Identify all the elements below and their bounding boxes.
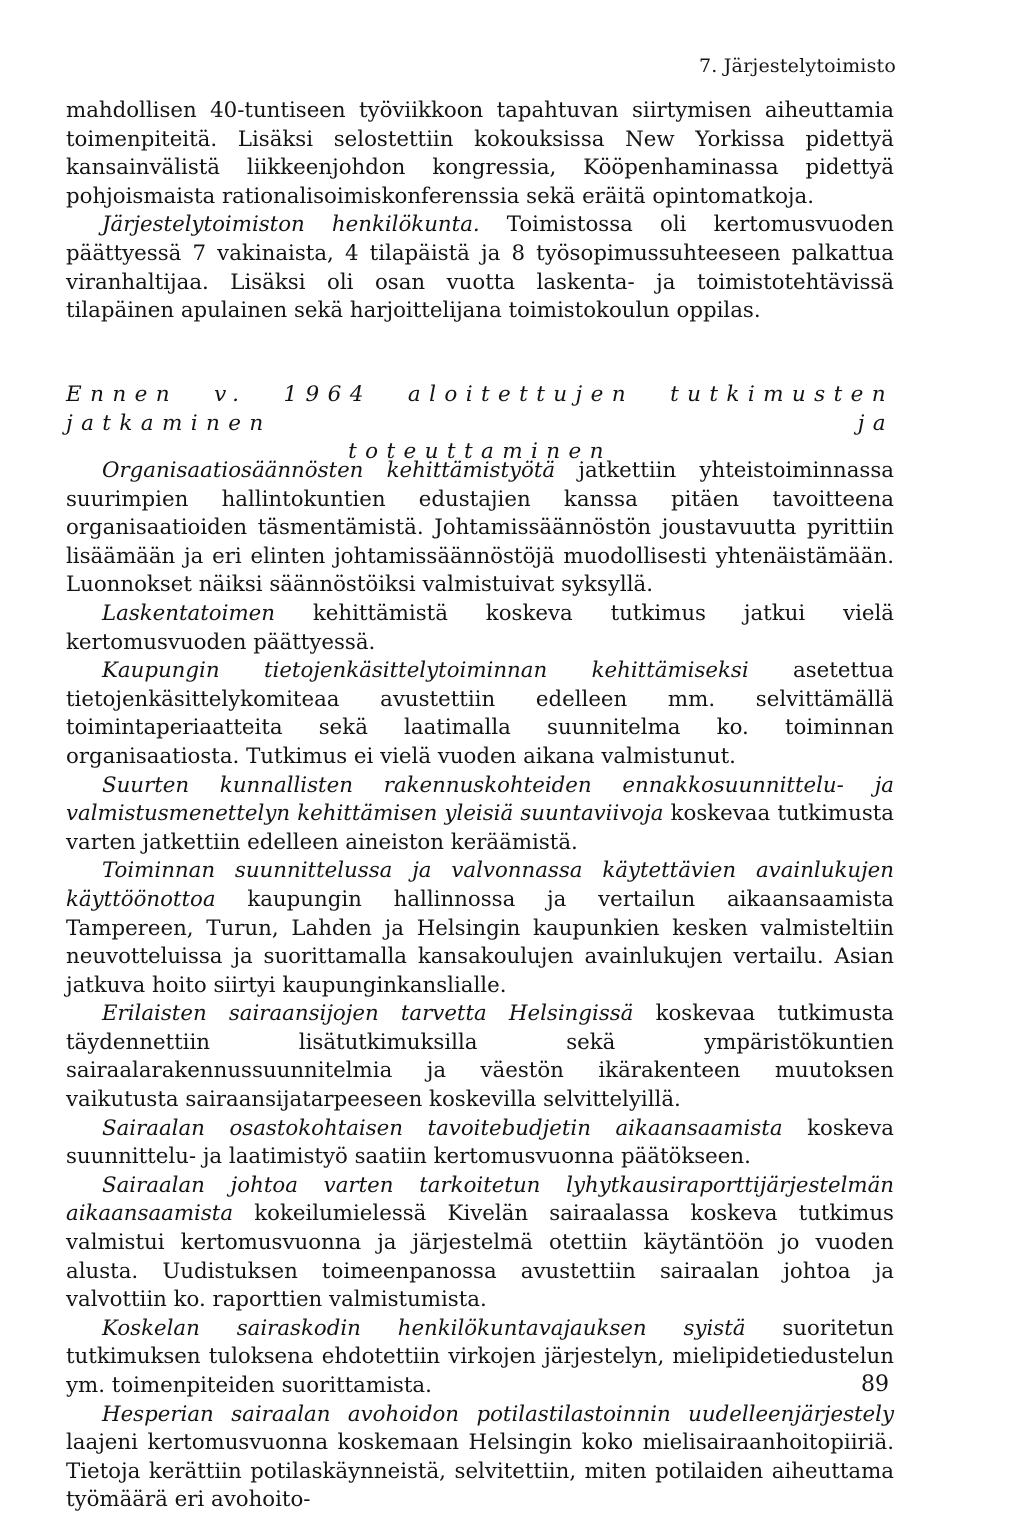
paragraph-patient-statistics — [66, 1401, 894, 1515]
section-heading-line-2: toteuttaminen — [348, 439, 612, 465]
paragraph-body: asetettua tietojenkäsittelykomiteaa avustettiin edelleen mm. selvittämällä toimintaperiaatteita sekä laatimalla suunnitelma ko. toiminnan organisaatiosta. Tutkimus ei vielä vuoden aikana valmistunut. — [66, 658, 894, 769]
paragraph-topic: Erilaisten sairaansijojen tarvetta Helsingissä — [102, 1001, 634, 1027]
paragraph-body: kokeilumielessä Kivelän sairaalassa koskeva tutkimus valmistui kertomusvuonna ja järjestelmä otettiin käytäntöön jo vuoden alusta. Uudistuksen toimeenpanossa avustettiin sairaalan johtoa ja valvottiin ko. raporttien valmistumista. — [66, 1201, 894, 1313]
paragraph-body: jatkettiin yhteistoiminnassa suurimpien hallintokuntien edustajien kanssa pitäen tavoitteena organisaatioiden täsmentämistä. Johtamissäännöstön joustavuutta pyrittiin lisäämään ja eri elinten johtamissäännöstöjä muodollisesti yhtenäistämään. Luonnokset näiksi säännöstöiksi valmistuivat syksyllä. — [66, 458, 894, 598]
paragraph-body: koskevaa tutkimusta täydennettiin lisätutkimuksilla sekä ympäristökuntien sairaalarakennussuunnitelmia ja väestön ikärakenteen muutoksen vaikutusta sairaansijatarpeeseen koskevilla selvittelyillä. — [66, 1001, 894, 1113]
staff-paragraph — [66, 211, 894, 325]
paragraph-staff-shortage — [66, 1315, 894, 1401]
staff-text: Toimistossa oli kertomusvuoden päättyessä 7 vakinaista, 4 tilapäistä ja 8 työsopimussuhteeseen palkattua viranhaltijaa. Lisäksi oli osan vuotta laskenta- ja toimistotehtävissä tilapäinen apulainen sekä harjoittelijana toimistokoulun oppilas. — [66, 212, 895, 324]
paragraph-topic: Toiminnan suunnittelussa ja valvonnassa käytettävien avainlukujen käyttöönottoa — [66, 858, 894, 912]
paragraph-topic: Koskelan sairaskodin henkilökuntavajauksen syistä — [102, 1315, 746, 1341]
running-header: 7. Järjestelytoimisto — [698, 55, 896, 77]
paragraph-body: suoritetun tutkimuksen tuloksena ehdotettiin virkojen järjestelyn, mielipidetiedustelun ym. toimenpiteiden suorittamista. — [66, 1315, 894, 1398]
paragraph-topic: Suurten kunnallisten rakennuskohteiden ennakkosuunnittelu- ja valmistusmenettelyn kehittämisen yleisiä suuntaviivoja — [66, 772, 894, 827]
main-text-block — [66, 457, 894, 1515]
continuation-paragraph: mahdollisen 40-tuntiseen työviikkoon tapahtuvan siirtymisen aiheuttamia toimenpiteitä. Lisäksi selostettiin kokouksissa New Yorkissa pidettyä kansainvälistä liikkeenjohdon kongressia, Kööpenhaminassa pidettyä pohjoismaista rationalisoimiskonferenssia sekä eräitä opintomatkoja. — [66, 98, 894, 209]
intro-text-block — [66, 97, 894, 326]
paragraph-topic: Sairaalan osastokohtaisen tavoitebudjetin aikaansaamista — [102, 1115, 783, 1141]
paragraph-body: koskeva suunnittelu- ja laatimistyö saatiin kertomusvuonna päätökseen. — [66, 1115, 894, 1170]
section-heading-line-1: Ennen v. 1964 aloitettujen tutkimusten jatkaminen ja — [66, 382, 894, 436]
paragraph-body: kehittämistä koskeva tutkimus jatkui vielä kertomusvuoden päättyessä. — [66, 600, 894, 655]
paragraph-topic: Organisaatiosäännösten kehittämistyötä — [102, 458, 556, 483]
paragraph-reporting-system — [66, 1172, 894, 1315]
paragraph-topic: Sairaalan johtoa varten tarkoitetun lyhytkausiraporttijärjestelmän aikaansaamista — [66, 1172, 894, 1227]
paragraph-body: kaupungin hallinnossa ja vertailun aikaansaamista Tampereen, Turun, Lahden ja Helsingin kaupunkien kesken valmisteltiin neuvotteluissa ja suorittamalla kansakoulujen avainlukujen vertailu. Asian jatkuva hoito siirtyi kaupunginkanslialle. — [66, 886, 894, 998]
paragraph-key-figures — [66, 857, 894, 1000]
paragraph-topic: Kaupungin tietojenkäsittelytoiminnan kehittämiseksi — [102, 658, 749, 684]
paragraph-ward-budget — [66, 1115, 894, 1172]
paragraph-body: laajeni kertomusvuonna koskemaan Helsingin koko mielisairaanhoitopiiriä. Tietoja kerättiin potilaskäynneistä, selvitettiin, miten potilaiden aiheuttama työmäärä eri avohoito- — [66, 1430, 894, 1513]
section-heading — [66, 381, 894, 467]
paragraph-topic: Hesperian sairaalan avohoidon potilastilastoinnin uudelleenjärjestely — [102, 1401, 894, 1427]
paragraph-accounting — [66, 600, 894, 657]
paragraph-organisation-rules — [66, 457, 894, 600]
paragraph-data-processing — [66, 657, 894, 771]
staff-heading: Järjestelytoimiston henkilökunta. — [102, 212, 480, 238]
paragraph-construction-planning — [66, 772, 894, 858]
page-number: 89 — [861, 1372, 889, 1397]
paragraph-body: koskevaa tutkimusta varten jatkettiin edelleen aineiston keräämistä. — [66, 801, 894, 855]
paragraph-hospital-beds — [66, 1000, 894, 1114]
paragraph-topic: Laskentatoimen — [102, 600, 275, 626]
